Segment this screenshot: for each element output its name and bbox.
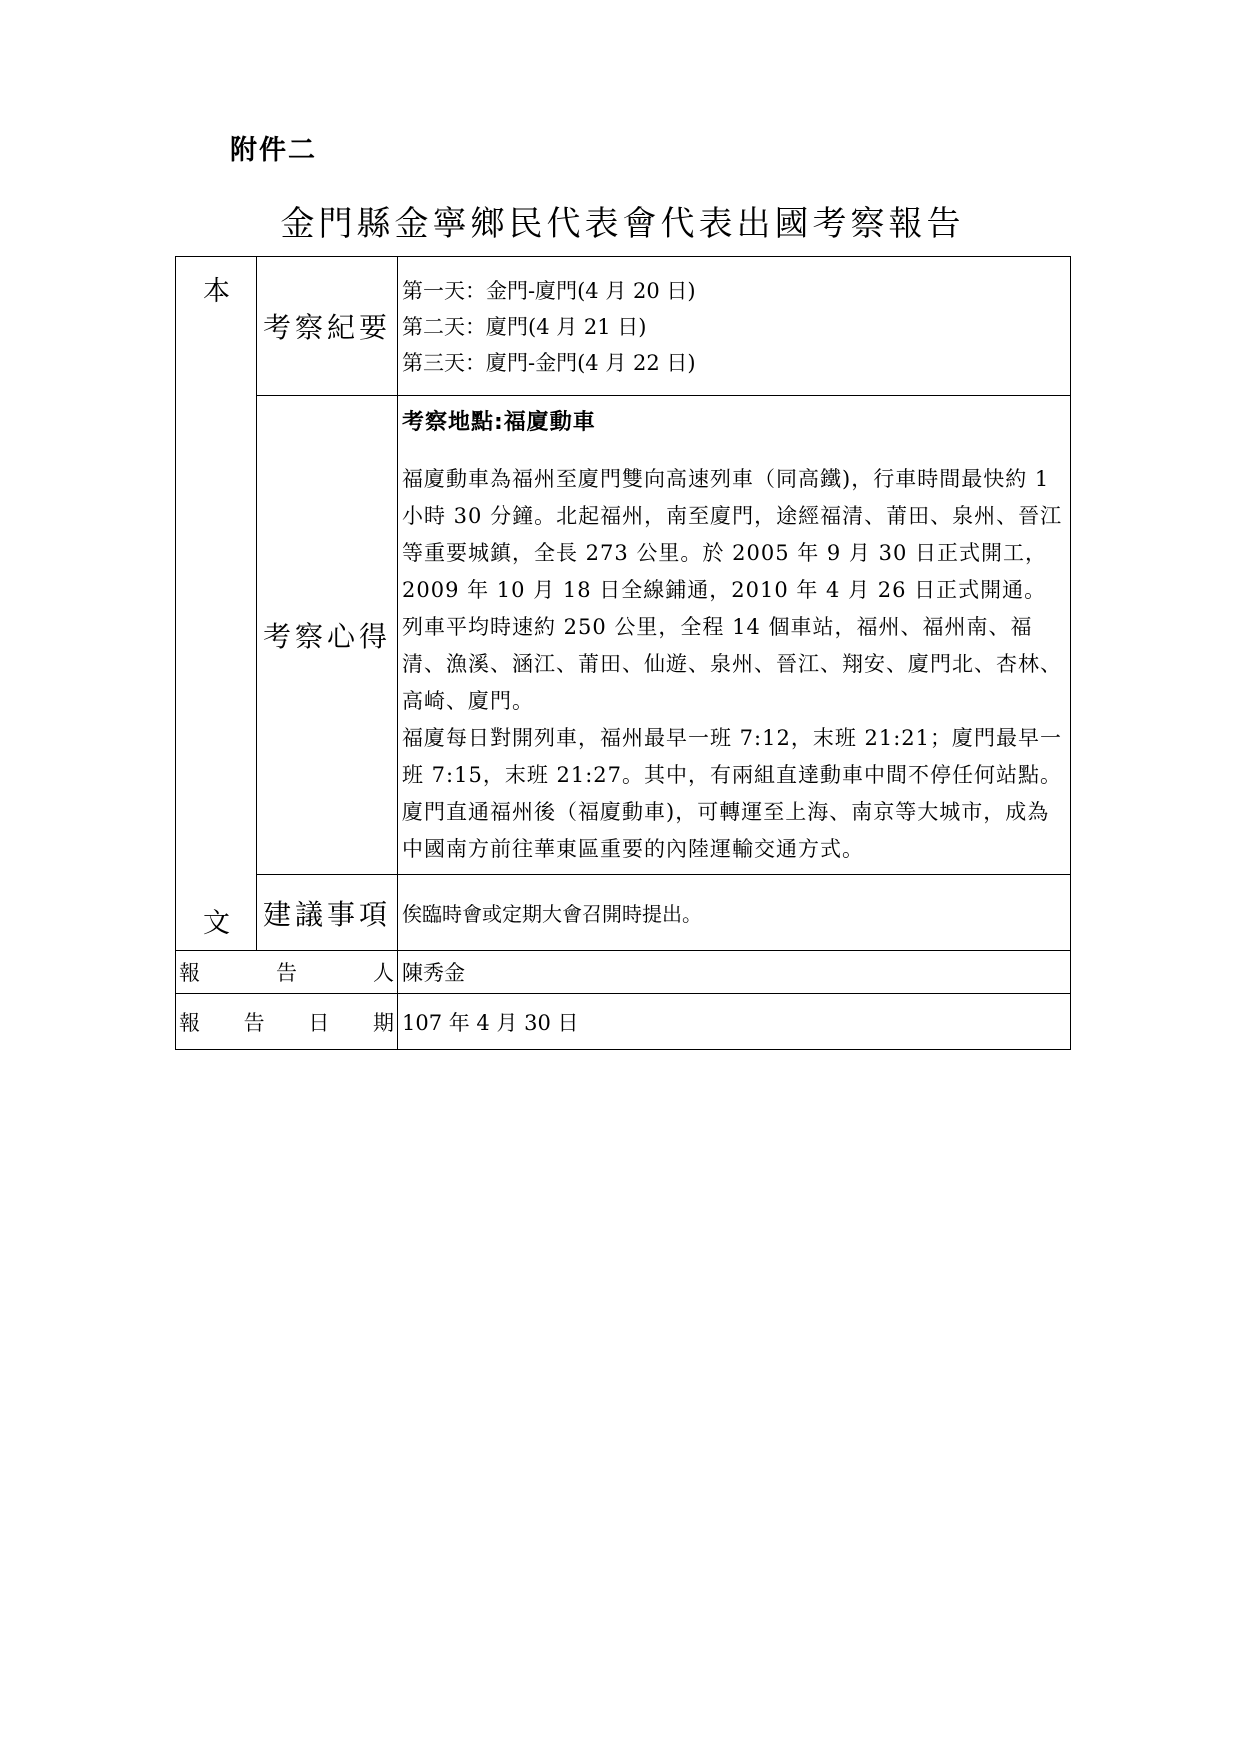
body-label-top: 本 bbox=[203, 276, 230, 307]
itinerary-day-2: 第二天：廈門(4 月 21 日) bbox=[402, 315, 647, 339]
reporter-label-char-1: 報 bbox=[179, 961, 200, 985]
reporter-value: 陳秀金 bbox=[398, 951, 1071, 994]
insights-paragraph-2: 福廈每日對開列車，福州最早一班 7:12，末班 21:21；廈門最早一班 7:15，末班 21:27。其中，有兩組直達動車中間不停任何站點。廈門直通福州後（福廈動車)，可轉運至上海、南京等大城市，成為中國南方前往華東區重要的內陸運輸交通方式。 bbox=[402, 726, 1063, 861]
itinerary-day-3: 第三天：廈門-金門(4 月 22 日) bbox=[402, 351, 696, 375]
report-date-label-char-1: 報 bbox=[179, 1010, 200, 1035]
annex-label: 附件二 bbox=[230, 135, 317, 166]
body-side-cell bbox=[176, 257, 257, 951]
insights-label: 考察心得 bbox=[257, 396, 398, 875]
itinerary-day-1: 第一天：金門-廈門(4 月 20 日) bbox=[402, 279, 696, 303]
suggestion-label: 建議事項 bbox=[257, 875, 398, 951]
itinerary-content bbox=[398, 257, 1071, 396]
itinerary-label: 考察紀要 bbox=[257, 257, 398, 396]
report-date-value: 107 年 4 月 30 日 bbox=[398, 994, 1071, 1050]
reporter-label bbox=[176, 951, 398, 994]
insights-row bbox=[176, 396, 1071, 875]
body-label-bottom: 文 bbox=[203, 908, 230, 939]
insights-paragraph-1: 福廈動車為福州至廈門雙向高速列車（同高鐵)，行車時間最快約 1 小時 30 分鐘。北起福州，南至廈門，途經福清、莆田、泉州、晉江等重要城鎮，全長 273 公里。於 2005 年 9 月 30 日正式開工，2009 年 10 月 18 日全線鋪通，2010 年 4 月 26 日正式開通。列車平均時速約 250 公里，全程 14 個車站，福州、福州南、福清、漁溪、涵江、莆田、仙遊、泉州、晉江、翔安、廈門北、杏林、高崎、廈門。 bbox=[402, 467, 1063, 713]
suggestion-row bbox=[176, 875, 1071, 951]
document-title: 金門縣金寧鄉民代表會代表出國考察報告 bbox=[280, 204, 965, 244]
report-date-label-char-4: 期 bbox=[372, 1010, 394, 1035]
report-date-label-char-2: 告 bbox=[243, 1010, 265, 1035]
report-date-label-char-3: 日 bbox=[308, 1010, 330, 1035]
report-date-row bbox=[176, 994, 1071, 1050]
report-date-label bbox=[176, 994, 398, 1050]
reporter-label-char-3: 人 bbox=[373, 961, 394, 985]
reporter-label-char-2: 告 bbox=[276, 961, 297, 985]
suggestion-text: 俟臨時會或定期大會召開時提出。 bbox=[398, 875, 1071, 951]
report-table bbox=[175, 256, 1071, 1050]
itinerary-row bbox=[176, 257, 1071, 396]
insights-location: 考察地點:福廈動車 bbox=[402, 410, 596, 435]
insights-content bbox=[398, 396, 1071, 875]
reporter-row bbox=[176, 951, 1071, 994]
